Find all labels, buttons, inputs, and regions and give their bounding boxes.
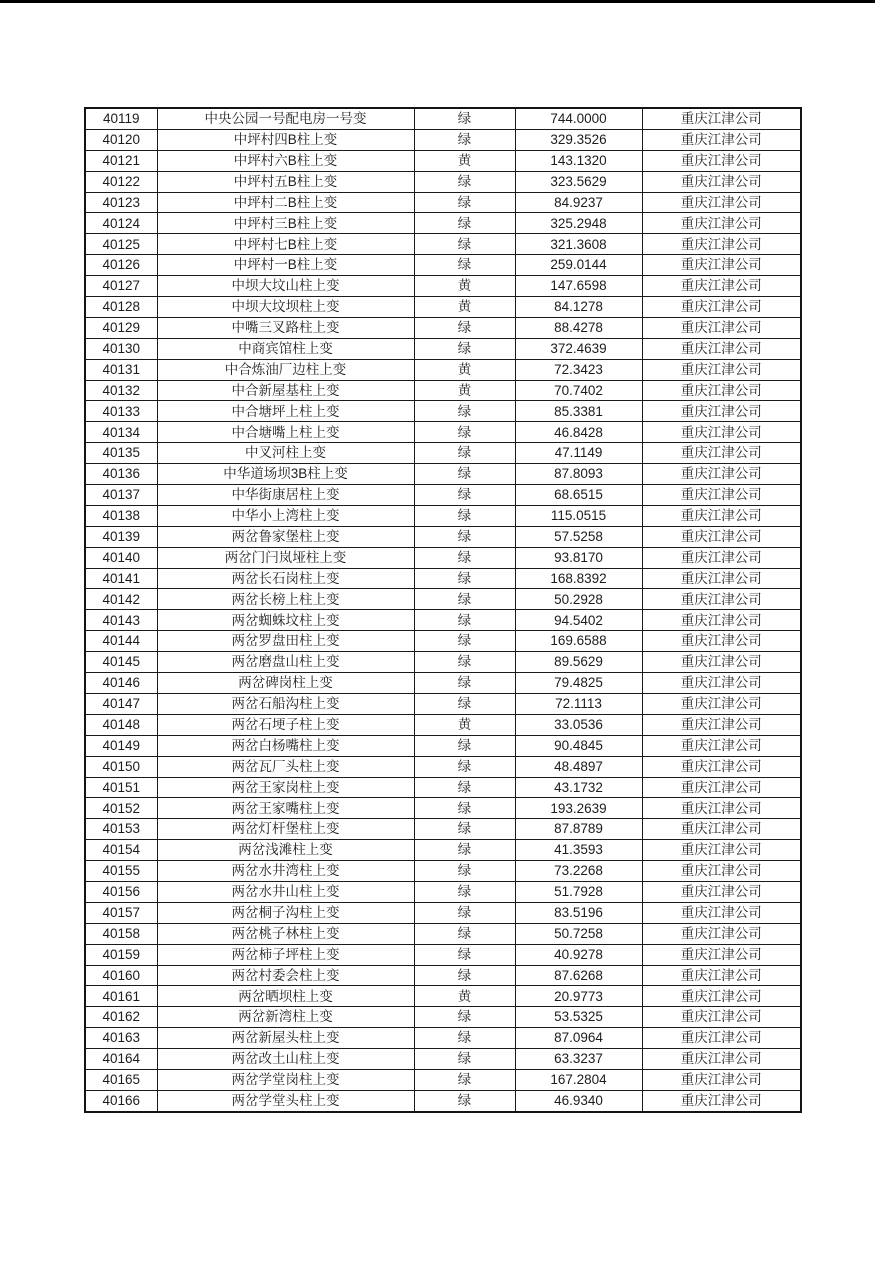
- row-id-cell: 40160: [85, 965, 157, 986]
- row-company-cell: 重庆江津公司: [642, 1028, 801, 1049]
- row-value-cell: 115.0515: [515, 505, 642, 526]
- row-status-cell: 绿: [414, 610, 515, 631]
- row-status-cell: 绿: [414, 693, 515, 714]
- table-row: [85, 819, 801, 840]
- row-name-cell: 两岔蜘蛛坟柱上变: [157, 610, 414, 631]
- row-id-cell: 40122: [85, 171, 157, 192]
- row-status-cell: 绿: [414, 526, 515, 547]
- row-name-cell: 两岔鲁家堡柱上变: [157, 526, 414, 547]
- row-value-cell: 73.2268: [515, 861, 642, 882]
- row-name-cell: 中华街康居柱上变: [157, 485, 414, 506]
- row-value-cell: 57.5258: [515, 526, 642, 547]
- row-status-cell: 绿: [414, 819, 515, 840]
- row-name-cell: 中坪村七B柱上变: [157, 234, 414, 255]
- row-value-cell: 329.3526: [515, 129, 642, 150]
- table-row: [85, 923, 801, 944]
- row-status-cell: 绿: [414, 1069, 515, 1090]
- row-value-cell: 87.8093: [515, 464, 642, 485]
- row-id-cell: 40141: [85, 568, 157, 589]
- row-name-cell: 两岔门闩岚垭柱上变: [157, 547, 414, 568]
- row-company-cell: 重庆江津公司: [642, 1007, 801, 1028]
- row-value-cell: 41.3593: [515, 840, 642, 861]
- row-value-cell: 33.0536: [515, 714, 642, 735]
- table-row: [85, 1028, 801, 1049]
- row-value-cell: 70.7402: [515, 380, 642, 401]
- row-status-cell: 绿: [414, 547, 515, 568]
- row-name-cell: 两岔长榜上柱上变: [157, 589, 414, 610]
- row-name-cell: 两岔瓦厂头柱上变: [157, 756, 414, 777]
- row-value-cell: 43.1732: [515, 777, 642, 798]
- row-company-cell: 重庆江津公司: [642, 526, 801, 547]
- table-row: [85, 693, 801, 714]
- row-id-cell: 40145: [85, 652, 157, 673]
- row-value-cell: 89.5629: [515, 652, 642, 673]
- row-company-cell: 重庆江津公司: [642, 276, 801, 297]
- row-company-cell: 重庆江津公司: [642, 359, 801, 380]
- row-company-cell: 重庆江津公司: [642, 171, 801, 192]
- row-id-cell: 40165: [85, 1069, 157, 1090]
- scan-edge-bar: [0, 0, 875, 3]
- row-id-cell: 40140: [85, 547, 157, 568]
- table-body: [85, 108, 801, 1112]
- row-value-cell: 48.4897: [515, 756, 642, 777]
- row-status-cell: 绿: [414, 108, 515, 129]
- row-name-cell: 中合塘坪上柱上变: [157, 401, 414, 422]
- row-value-cell: 325.2948: [515, 213, 642, 234]
- row-value-cell: 46.9340: [515, 1090, 642, 1111]
- row-status-cell: 绿: [414, 881, 515, 902]
- row-value-cell: 53.5325: [515, 1007, 642, 1028]
- row-id-cell: 40157: [85, 902, 157, 923]
- row-company-cell: 重庆江津公司: [642, 1090, 801, 1111]
- table-row: [85, 944, 801, 965]
- transformer-table: [84, 107, 802, 1113]
- row-status-cell: 绿: [414, 443, 515, 464]
- row-name-cell: 两岔石埂子柱上变: [157, 714, 414, 735]
- row-company-cell: 重庆江津公司: [642, 819, 801, 840]
- table-row: [85, 129, 801, 150]
- row-value-cell: 87.0964: [515, 1028, 642, 1049]
- row-name-cell: 中坪村二B柱上变: [157, 192, 414, 213]
- row-status-cell: 绿: [414, 902, 515, 923]
- row-id-cell: 40127: [85, 276, 157, 297]
- row-status-cell: 绿: [414, 1007, 515, 1028]
- row-name-cell: 中坪村一B柱上变: [157, 255, 414, 276]
- row-status-cell: 绿: [414, 192, 515, 213]
- row-status-cell: 绿: [414, 485, 515, 506]
- table-row: [85, 902, 801, 923]
- row-status-cell: 黄: [414, 297, 515, 318]
- row-company-cell: 重庆江津公司: [642, 652, 801, 673]
- row-name-cell: 中叉河柱上变: [157, 443, 414, 464]
- row-status-cell: 绿: [414, 1028, 515, 1049]
- row-name-cell: 两岔学堂头柱上变: [157, 1090, 414, 1111]
- row-status-cell: 绿: [414, 631, 515, 652]
- row-status-cell: 绿: [414, 589, 515, 610]
- row-id-cell: 40154: [85, 840, 157, 861]
- row-id-cell: 40146: [85, 673, 157, 694]
- row-value-cell: 147.6598: [515, 276, 642, 297]
- row-name-cell: 两岔晒坝柱上变: [157, 986, 414, 1007]
- row-status-cell: 绿: [414, 1090, 515, 1111]
- table-row: [85, 881, 801, 902]
- row-company-cell: 重庆江津公司: [642, 965, 801, 986]
- row-value-cell: 51.7928: [515, 881, 642, 902]
- row-id-cell: 40149: [85, 735, 157, 756]
- row-value-cell: 79.4825: [515, 673, 642, 694]
- row-id-cell: 40131: [85, 359, 157, 380]
- row-name-cell: 中坪村三B柱上变: [157, 213, 414, 234]
- row-value-cell: 143.1320: [515, 150, 642, 171]
- row-name-cell: 中坪村五B柱上变: [157, 171, 414, 192]
- row-id-cell: 40163: [85, 1028, 157, 1049]
- row-value-cell: 84.9237: [515, 192, 642, 213]
- row-value-cell: 47.1149: [515, 443, 642, 464]
- row-id-cell: 40153: [85, 819, 157, 840]
- table-row: [85, 631, 801, 652]
- row-value-cell: 68.6515: [515, 485, 642, 506]
- row-company-cell: 重庆江津公司: [642, 338, 801, 359]
- row-status-cell: 绿: [414, 1049, 515, 1070]
- row-id-cell: 40121: [85, 150, 157, 171]
- row-company-cell: 重庆江津公司: [642, 234, 801, 255]
- table-row: [85, 798, 801, 819]
- row-company-cell: 重庆江津公司: [642, 756, 801, 777]
- row-id-cell: 40120: [85, 129, 157, 150]
- row-id-cell: 40125: [85, 234, 157, 255]
- row-status-cell: 绿: [414, 840, 515, 861]
- table-row: [85, 714, 801, 735]
- row-name-cell: 中合炼油厂边柱上变: [157, 359, 414, 380]
- row-company-cell: 重庆江津公司: [642, 589, 801, 610]
- row-company-cell: 重庆江津公司: [642, 881, 801, 902]
- row-id-cell: 40126: [85, 255, 157, 276]
- row-id-cell: 40156: [85, 881, 157, 902]
- row-value-cell: 372.4639: [515, 338, 642, 359]
- row-status-cell: 黄: [414, 714, 515, 735]
- row-company-cell: 重庆江津公司: [642, 714, 801, 735]
- row-id-cell: 40162: [85, 1007, 157, 1028]
- table-row: [85, 401, 801, 422]
- row-id-cell: 40152: [85, 798, 157, 819]
- row-id-cell: 40159: [85, 944, 157, 965]
- row-value-cell: 20.9773: [515, 986, 642, 1007]
- row-company-cell: 重庆江津公司: [642, 505, 801, 526]
- row-company-cell: 重庆江津公司: [642, 777, 801, 798]
- row-id-cell: 40136: [85, 464, 157, 485]
- row-company-cell: 重庆江津公司: [642, 317, 801, 338]
- table-row: [85, 234, 801, 255]
- table-row: [85, 861, 801, 882]
- row-id-cell: 40132: [85, 380, 157, 401]
- row-value-cell: 50.2928: [515, 589, 642, 610]
- row-company-cell: 重庆江津公司: [642, 673, 801, 694]
- row-value-cell: 169.6588: [515, 631, 642, 652]
- row-value-cell: 168.8392: [515, 568, 642, 589]
- table-row: [85, 547, 801, 568]
- row-id-cell: 40155: [85, 861, 157, 882]
- row-status-cell: 绿: [414, 255, 515, 276]
- row-status-cell: 黄: [414, 150, 515, 171]
- table-row: [85, 589, 801, 610]
- table-row: [85, 317, 801, 338]
- row-id-cell: 40151: [85, 777, 157, 798]
- row-name-cell: 两岔桃子林柱上变: [157, 923, 414, 944]
- row-id-cell: 40134: [85, 422, 157, 443]
- row-value-cell: 84.1278: [515, 297, 642, 318]
- row-name-cell: 两岔村委会柱上变: [157, 965, 414, 986]
- row-id-cell: 40135: [85, 443, 157, 464]
- row-name-cell: 中坝大坟山柱上变: [157, 276, 414, 297]
- row-name-cell: 中合塘嘴上柱上变: [157, 422, 414, 443]
- table-row: [85, 840, 801, 861]
- table-row: [85, 443, 801, 464]
- row-name-cell: 两岔白杨嘴柱上变: [157, 735, 414, 756]
- row-status-cell: 绿: [414, 673, 515, 694]
- row-name-cell: 两岔新屋头柱上变: [157, 1028, 414, 1049]
- row-id-cell: 40123: [85, 192, 157, 213]
- row-name-cell: 中央公园一号配电房一号变: [157, 108, 414, 129]
- row-id-cell: 40133: [85, 401, 157, 422]
- row-value-cell: 87.6268: [515, 965, 642, 986]
- row-status-cell: 绿: [414, 923, 515, 944]
- table-row: [85, 485, 801, 506]
- row-name-cell: 两岔改土山柱上变: [157, 1049, 414, 1070]
- row-status-cell: 黄: [414, 380, 515, 401]
- row-company-cell: 重庆江津公司: [642, 986, 801, 1007]
- row-status-cell: 绿: [414, 338, 515, 359]
- table-row: [85, 276, 801, 297]
- table-row: [85, 986, 801, 1007]
- row-value-cell: 321.3608: [515, 234, 642, 255]
- row-name-cell: 两岔磨盘山柱上变: [157, 652, 414, 673]
- row-value-cell: 167.2804: [515, 1069, 642, 1090]
- row-name-cell: 中嘴三叉路柱上变: [157, 317, 414, 338]
- row-company-cell: 重庆江津公司: [642, 840, 801, 861]
- row-value-cell: 88.4278: [515, 317, 642, 338]
- table-row: [85, 338, 801, 359]
- row-value-cell: 93.8170: [515, 547, 642, 568]
- row-company-cell: 重庆江津公司: [642, 464, 801, 485]
- row-id-cell: 40138: [85, 505, 157, 526]
- row-name-cell: 两岔长石岗柱上变: [157, 568, 414, 589]
- row-name-cell: 中坪村六B柱上变: [157, 150, 414, 171]
- row-id-cell: 40150: [85, 756, 157, 777]
- row-status-cell: 绿: [414, 401, 515, 422]
- row-company-cell: 重庆江津公司: [642, 255, 801, 276]
- row-company-cell: 重庆江津公司: [642, 735, 801, 756]
- row-id-cell: 40139: [85, 526, 157, 547]
- table-row: [85, 756, 801, 777]
- table-row: [85, 673, 801, 694]
- row-company-cell: 重庆江津公司: [642, 923, 801, 944]
- row-id-cell: 40143: [85, 610, 157, 631]
- row-value-cell: 744.0000: [515, 108, 642, 129]
- row-company-cell: 重庆江津公司: [642, 422, 801, 443]
- row-name-cell: 中商宾馆柱上变: [157, 338, 414, 359]
- row-company-cell: 重庆江津公司: [642, 861, 801, 882]
- row-id-cell: 40128: [85, 297, 157, 318]
- table-row: [85, 610, 801, 631]
- row-company-cell: 重庆江津公司: [642, 485, 801, 506]
- row-value-cell: 85.3381: [515, 401, 642, 422]
- row-status-cell: 绿: [414, 129, 515, 150]
- row-name-cell: 中坝大坟坝柱上变: [157, 297, 414, 318]
- table-row: [85, 1007, 801, 1028]
- row-company-cell: 重庆江津公司: [642, 380, 801, 401]
- row-company-cell: 重庆江津公司: [642, 1069, 801, 1090]
- table-row: [85, 1090, 801, 1111]
- row-name-cell: 两岔罗盘田柱上变: [157, 631, 414, 652]
- table-row: [85, 422, 801, 443]
- row-value-cell: 46.8428: [515, 422, 642, 443]
- row-id-cell: 40137: [85, 485, 157, 506]
- row-id-cell: 40142: [85, 589, 157, 610]
- row-value-cell: 90.4845: [515, 735, 642, 756]
- row-value-cell: 50.7258: [515, 923, 642, 944]
- row-company-cell: 重庆江津公司: [642, 129, 801, 150]
- row-company-cell: 重庆江津公司: [642, 798, 801, 819]
- table-row: [85, 526, 801, 547]
- row-name-cell: 两岔桐子沟柱上变: [157, 902, 414, 923]
- row-company-cell: 重庆江津公司: [642, 1049, 801, 1070]
- row-status-cell: 黄: [414, 276, 515, 297]
- row-status-cell: 黄: [414, 986, 515, 1007]
- table-row: [85, 192, 801, 213]
- row-value-cell: 63.3237: [515, 1049, 642, 1070]
- row-company-cell: 重庆江津公司: [642, 401, 801, 422]
- table-row: [85, 464, 801, 485]
- row-name-cell: 两岔水井山柱上变: [157, 881, 414, 902]
- row-value-cell: 259.0144: [515, 255, 642, 276]
- table-row: [85, 1069, 801, 1090]
- row-company-cell: 重庆江津公司: [642, 297, 801, 318]
- row-status-cell: 绿: [414, 422, 515, 443]
- row-name-cell: 中华道场坝3B柱上变: [157, 464, 414, 485]
- row-id-cell: 40164: [85, 1049, 157, 1070]
- row-status-cell: 绿: [414, 171, 515, 192]
- table-row: [85, 297, 801, 318]
- row-id-cell: 40161: [85, 986, 157, 1007]
- row-company-cell: 重庆江津公司: [642, 610, 801, 631]
- row-company-cell: 重庆江津公司: [642, 547, 801, 568]
- row-id-cell: 40147: [85, 693, 157, 714]
- table-row: [85, 213, 801, 234]
- row-status-cell: 绿: [414, 234, 515, 255]
- row-status-cell: 黄: [414, 359, 515, 380]
- row-status-cell: 绿: [414, 568, 515, 589]
- row-company-cell: 重庆江津公司: [642, 108, 801, 129]
- table-row: [85, 255, 801, 276]
- row-id-cell: 40129: [85, 317, 157, 338]
- row-status-cell: 绿: [414, 735, 515, 756]
- row-status-cell: 绿: [414, 213, 515, 234]
- table-row: [85, 735, 801, 756]
- row-status-cell: 绿: [414, 777, 515, 798]
- row-name-cell: 两岔新湾柱上变: [157, 1007, 414, 1028]
- row-name-cell: 两岔学堂岗柱上变: [157, 1069, 414, 1090]
- row-value-cell: 72.1113: [515, 693, 642, 714]
- table-row: [85, 652, 801, 673]
- table-row: [85, 380, 801, 401]
- row-value-cell: 40.9278: [515, 944, 642, 965]
- row-value-cell: 94.5402: [515, 610, 642, 631]
- row-id-cell: 40148: [85, 714, 157, 735]
- table-row: [85, 171, 801, 192]
- row-status-cell: 绿: [414, 464, 515, 485]
- row-name-cell: 两岔石船沟柱上变: [157, 693, 414, 714]
- row-value-cell: 83.5196: [515, 902, 642, 923]
- table-row: [85, 359, 801, 380]
- row-status-cell: 绿: [414, 861, 515, 882]
- row-name-cell: 两岔浅滩柱上变: [157, 840, 414, 861]
- row-status-cell: 绿: [414, 505, 515, 526]
- row-status-cell: 绿: [414, 652, 515, 673]
- row-value-cell: 87.8789: [515, 819, 642, 840]
- row-value-cell: 323.5629: [515, 171, 642, 192]
- row-company-cell: 重庆江津公司: [642, 213, 801, 234]
- row-name-cell: 两岔王家嘴柱上变: [157, 798, 414, 819]
- row-id-cell: 40158: [85, 923, 157, 944]
- table-row: [85, 777, 801, 798]
- table-row: [85, 1049, 801, 1070]
- table-row: [85, 150, 801, 171]
- row-status-cell: 绿: [414, 965, 515, 986]
- row-id-cell: 40130: [85, 338, 157, 359]
- row-company-cell: 重庆江津公司: [642, 944, 801, 965]
- row-id-cell: 40124: [85, 213, 157, 234]
- row-name-cell: 两岔碑岗柱上变: [157, 673, 414, 694]
- row-status-cell: 绿: [414, 798, 515, 819]
- table-row: [85, 965, 801, 986]
- row-company-cell: 重庆江津公司: [642, 693, 801, 714]
- row-status-cell: 绿: [414, 756, 515, 777]
- table-row: [85, 505, 801, 526]
- row-company-cell: 重庆江津公司: [642, 902, 801, 923]
- row-id-cell: 40119: [85, 108, 157, 129]
- row-name-cell: 两岔王家岗柱上变: [157, 777, 414, 798]
- row-company-cell: 重庆江津公司: [642, 443, 801, 464]
- row-name-cell: 两岔灯杆堡柱上变: [157, 819, 414, 840]
- row-company-cell: 重庆江津公司: [642, 631, 801, 652]
- row-company-cell: 重庆江津公司: [642, 568, 801, 589]
- row-name-cell: 中华小上湾柱上变: [157, 505, 414, 526]
- row-company-cell: 重庆江津公司: [642, 150, 801, 171]
- table-row: [85, 568, 801, 589]
- row-id-cell: 40144: [85, 631, 157, 652]
- table-row: [85, 108, 801, 129]
- row-name-cell: 中坪村四B柱上变: [157, 129, 414, 150]
- row-status-cell: 绿: [414, 317, 515, 338]
- row-name-cell: 两岔水井湾柱上变: [157, 861, 414, 882]
- row-id-cell: 40166: [85, 1090, 157, 1111]
- row-name-cell: 两岔柿子坪柱上变: [157, 944, 414, 965]
- row-name-cell: 中合新屋基柱上变: [157, 380, 414, 401]
- row-value-cell: 193.2639: [515, 798, 642, 819]
- row-status-cell: 绿: [414, 944, 515, 965]
- row-company-cell: 重庆江津公司: [642, 192, 801, 213]
- row-value-cell: 72.3423: [515, 359, 642, 380]
